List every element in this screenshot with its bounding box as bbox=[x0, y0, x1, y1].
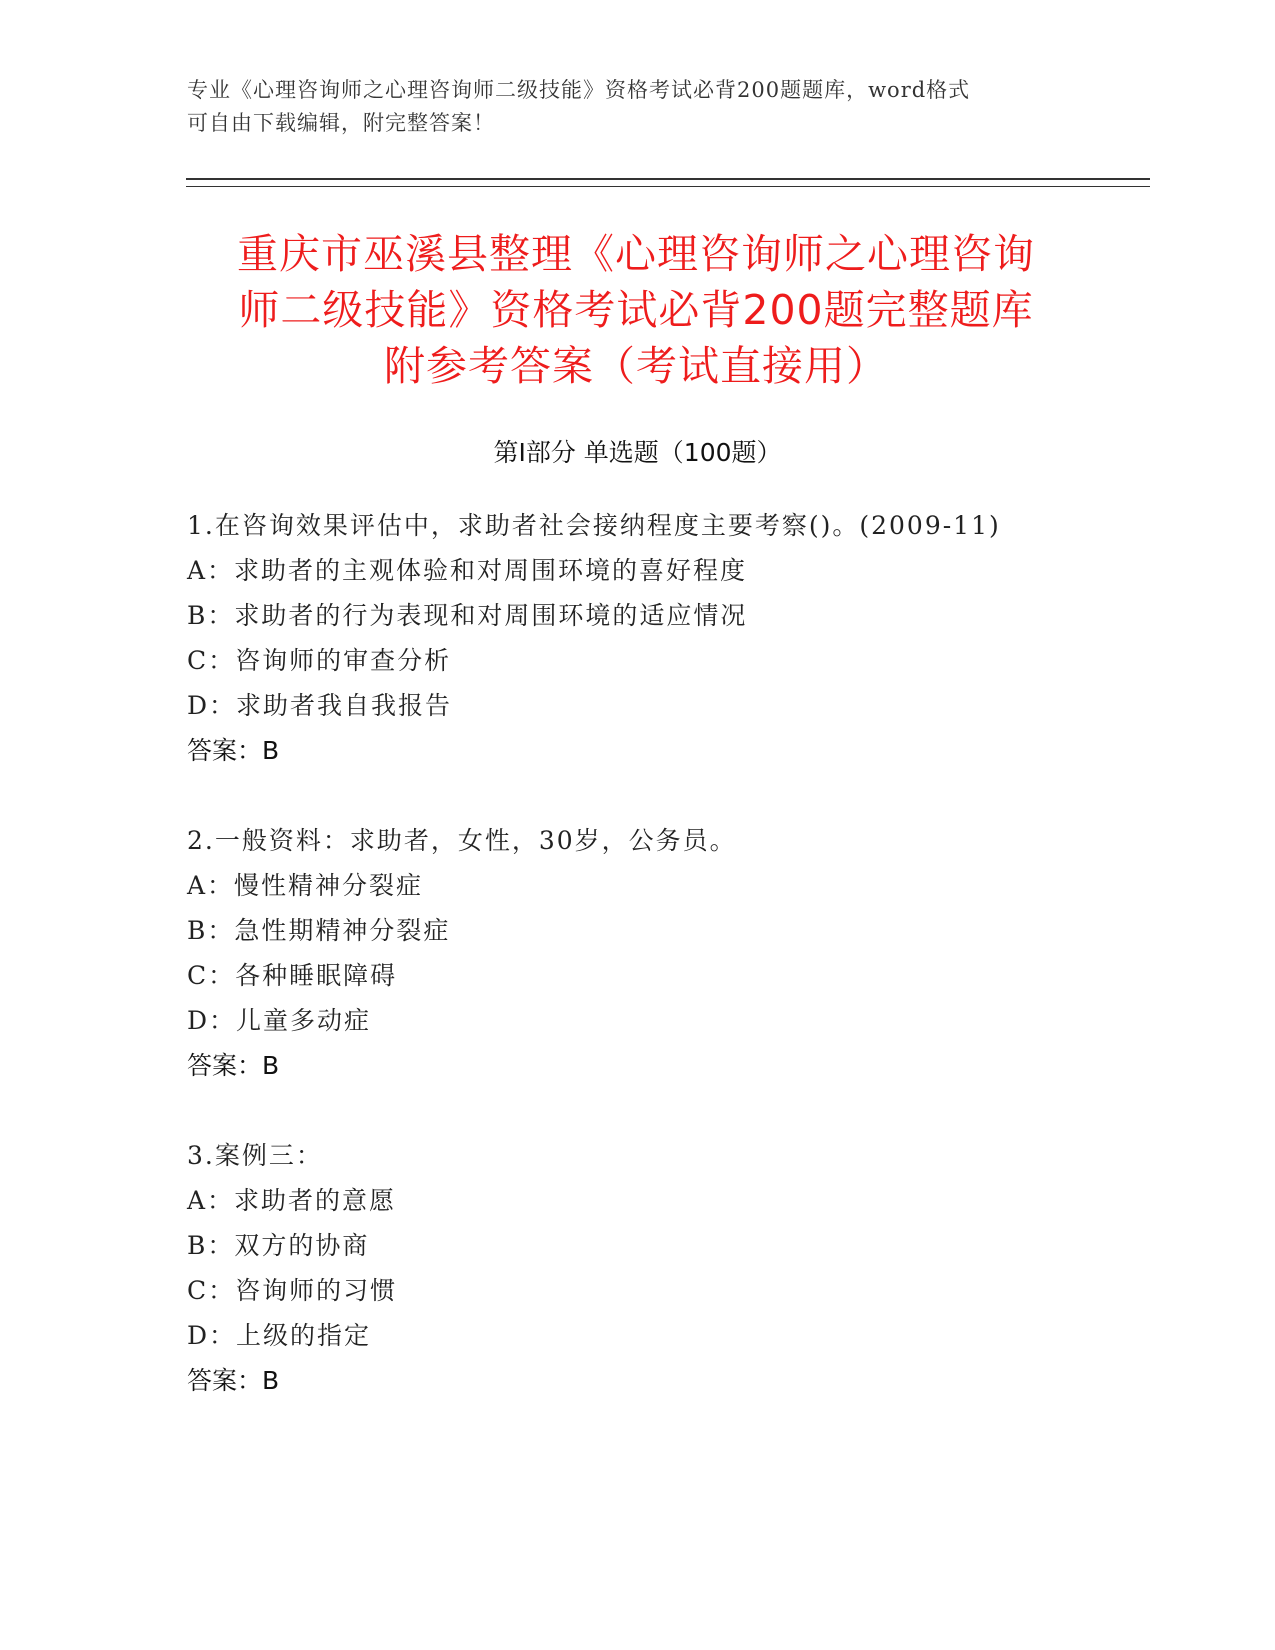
option-b: B：急性期精神分裂症 bbox=[187, 916, 451, 945]
option-c: C：咨询师的审查分析 bbox=[187, 646, 452, 675]
question-3 bbox=[187, 1133, 1087, 1403]
option-b: B：求助者的行为表现和对周围环境的适应情况 bbox=[187, 601, 748, 630]
question-1 bbox=[187, 503, 1087, 773]
document-title bbox=[190, 226, 1082, 394]
header-note-line-1: 专业《心理咨询师之心理咨询师二级技能》资格考试必背200题题库，word格式 bbox=[187, 78, 971, 102]
option-c: C：各种睡眠障碍 bbox=[187, 961, 398, 990]
option-c: C：咨询师的习惯 bbox=[187, 1276, 398, 1305]
header-divider bbox=[186, 178, 1150, 187]
option-a: A：求助者的主观体验和对周围环境的喜好程度 bbox=[187, 556, 748, 585]
question-2 bbox=[187, 818, 1087, 1088]
header-note-line-2: 可自由下载编辑，附完整答案！ bbox=[187, 111, 495, 135]
answer-label: 答案：B bbox=[187, 736, 280, 765]
question-stem: 1.在咨询效果评估中，求助者社会接纳程度主要考察()。(2009-11) bbox=[187, 511, 1001, 540]
section-heading: 第Ⅰ部分 单选题（100题） bbox=[493, 438, 782, 467]
document-title-line-2: 师二级技能》资格考试必背200题完整题库 bbox=[238, 286, 1034, 334]
document-title-line-3: 附参考答案（考试直接用） bbox=[384, 342, 888, 390]
question-stem: 3.案例三： bbox=[187, 1141, 323, 1170]
option-a: A：慢性精神分裂症 bbox=[187, 871, 424, 900]
option-d: D：儿童多动症 bbox=[187, 1006, 372, 1035]
option-a: A：求助者的意愿 bbox=[187, 1186, 397, 1215]
document-title-line-1: 重庆市巫溪县整理《心理咨询师之心理咨询 bbox=[237, 230, 1035, 278]
header-note bbox=[187, 74, 1087, 140]
option-b: B：双方的协商 bbox=[187, 1231, 370, 1260]
option-d: D：上级的指定 bbox=[187, 1321, 372, 1350]
question-stem: 2.一般资料：求助者，女性，30岁，公务员。 bbox=[187, 826, 737, 855]
answer-label: 答案：B bbox=[187, 1366, 280, 1395]
option-d: D：求助者我自我报告 bbox=[187, 691, 453, 720]
answer-label: 答案：B bbox=[187, 1051, 280, 1080]
